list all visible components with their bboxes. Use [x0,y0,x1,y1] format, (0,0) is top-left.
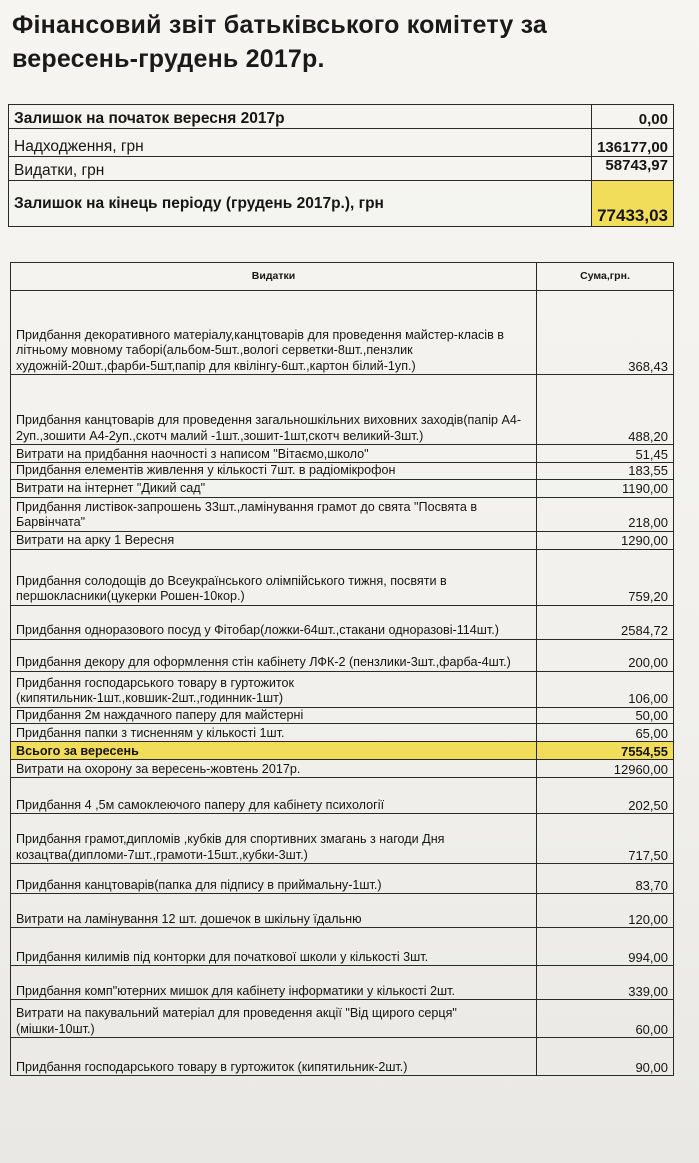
expense-amount: 7554,55 [537,742,674,760]
expense-description: Придбання одноразового посуд у Фітобар(ложки-64шт.,стакани одноразові-114шт.) [11,605,537,639]
expense-description: Придбання папки з тисненням у кількості 1шт. [11,724,537,742]
expense-description: Придбання килимів під конторки для початкової школи у кількості 3шт. [11,928,537,966]
expense-row [11,671,674,707]
summary-row [9,105,674,129]
expense-description: Придбання комп"ютерних мишок для кабінету інформатики у кількості 2шт. [11,966,537,1000]
expense-row [11,814,674,864]
expense-row [11,479,674,497]
summary-label: Видатки, грн [9,157,592,181]
expense-description: Придбання елементів живлення у кількості 7шт. в радіомікрофон [11,463,537,480]
summary-table [8,104,674,227]
expense-row [11,928,674,966]
header-sum: Сума,грн. [537,263,674,291]
expense-amount: 90,00 [537,1038,674,1076]
expense-amount: 488,20 [537,375,674,445]
expense-row [11,497,674,531]
expense-row [11,778,674,814]
expense-description: Придбання 4 ,5м самоклеючого паперу для кабінету психології [11,778,537,814]
expense-amount: 200,00 [537,639,674,671]
summary-value-highlighted: 77433,03 [592,181,674,227]
expense-row [11,291,674,375]
expense-amount: 120,00 [537,894,674,928]
expense-description: Придбання канцтоварів для проведення загальношкільних виховних заходів(папір А4-2уп.,зошити А4-2уп.,скотч малий -1шт.,зошит-1шт,скотч великий-3шт.) [11,375,537,445]
expense-row [11,531,674,549]
expense-description: Придбання канцтоварів(папка для підпису в приймальну-1шт.) [11,864,537,894]
expense-amount: 1290,00 [537,531,674,549]
expense-row [11,724,674,742]
expense-amount: 202,50 [537,778,674,814]
expense-amount: 60,00 [537,1000,674,1038]
expense-description: Витрати на охорону за вересень-жовтень 2017р. [11,760,537,778]
expense-description: Придбання грамот,дипломів ,кубків для спортивних змагань з нагоди Дня козацтва(дипломи-7шт.,грамоти-15шт.,кубки-3шт.) [11,814,537,864]
expense-amount: 183,55 [537,463,674,480]
total-row [11,742,674,760]
expense-description: Придбання солодощів до Всеукраїнського олімпійського тижня, посвяти в першокласники(цукерки Рошен-10кор.) [11,549,537,605]
summary-value: 58743,97 [592,157,674,181]
expense-row [11,639,674,671]
expense-row [11,760,674,778]
report-title: Фінансовий звіт батьківського комітету за вересень-грудень 2017р. [12,11,548,73]
expense-amount: 2584,72 [537,605,674,639]
expense-row [11,605,674,639]
expense-description: Придбання господарського товару в гуртожиток (кипятильник-1шт.,ковшик-2шт.,годинник-1шт) [11,671,537,707]
expenses-header [11,263,674,291]
summary-label: Залишок на початок вересня 2017р [9,105,592,129]
expense-amount: 50,00 [537,707,674,724]
expense-description: Витрати на інтернет "Дикий сад" [11,479,537,497]
expense-row [11,445,674,463]
expense-description: Придбання 2м наждачного паперу для майстерні [11,707,537,724]
expense-row [11,707,674,724]
expense-description: Придбання листівок-запрошень 33шт.,ламінування грамот до свята "Посвята в Барвінчата" [11,497,537,531]
expense-description: Всього за вересень [11,742,537,760]
expense-amount: 218,00 [537,497,674,531]
expense-amount: 368,43 [537,291,674,375]
expense-amount: 994,00 [537,928,674,966]
expense-row [11,549,674,605]
expense-amount: 106,00 [537,671,674,707]
summary-label: Залишок на кінець періоду (грудень 2017р.), грн [9,181,592,227]
summary-row [9,129,674,157]
expense-amount: 717,50 [537,814,674,864]
header-description: Видатки [11,263,537,291]
summary-row [9,157,674,181]
expense-row [11,864,674,894]
summary-row [9,181,674,227]
expense-description: Витрати на придбання наочності з написом "Вітаємо,школо" [11,445,537,463]
expense-amount: 339,00 [537,966,674,1000]
expense-description: Витрати на пакувальний матеріал для проведення акції "Від щирого серця"(мішки-10шт.) [11,1000,537,1038]
expense-row [11,1000,674,1038]
expense-amount: 12960,00 [537,760,674,778]
expense-amount: 759,20 [537,549,674,605]
expense-row [11,894,674,928]
summary-label: Надходження, грн [9,129,592,157]
expense-row [11,375,674,445]
expense-description: Витрати на ламінування 12 шт. дошечок в шкільну їдальню [11,894,537,928]
expense-description: Придбання декору для оформлення стін кабінету ЛФК-2 (пензлики-3шт.,фарба-4шт.) [11,639,537,671]
expense-amount: 83,70 [537,864,674,894]
summary-value: 0,00 [592,105,674,129]
expense-amount: 65,00 [537,724,674,742]
expense-row [11,1038,674,1076]
summary-value: 136177,00 [592,129,674,157]
expenses-table [10,262,674,1076]
expense-description: Придбання господарського товару в гуртожиток (кипятильник-2шт.) [11,1038,537,1076]
expense-row [11,463,674,480]
expense-amount: 1190,00 [537,479,674,497]
expense-row [11,966,674,1000]
expense-description: Придбання декоративного матеріалу,канцтоварів для проведення майстер-класів в літньому мовному таборі(альбом-5шт.,вологі серветки-8шт.,пензлик художній-20шт.,фарби-5шт,папір для квілінгу-6шт.,картон білий-1уп.) [11,291,537,375]
expense-amount: 51,45 [537,445,674,463]
expense-description: Витрати на арку 1 Вересня [11,531,537,549]
